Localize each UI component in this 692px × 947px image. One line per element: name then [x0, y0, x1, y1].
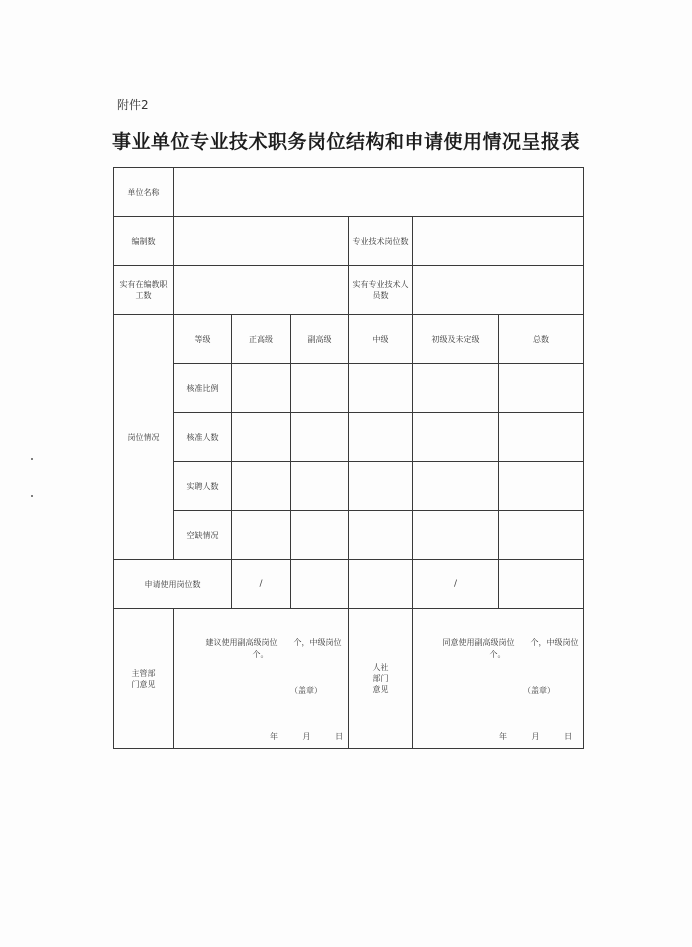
- blank-cell[interactable]: [499, 462, 584, 511]
- blank-cell[interactable]: [291, 364, 349, 413]
- blank-cell[interactable]: [232, 511, 291, 560]
- apply-junior-slash: [413, 560, 499, 609]
- blank-cell[interactable]: [413, 364, 499, 413]
- hr-label-text: 人社部门意见: [372, 663, 389, 694]
- apply-row: [114, 560, 584, 609]
- blank-cell[interactable]: [413, 413, 499, 462]
- post-header-row: [114, 315, 584, 364]
- hr-label: [349, 609, 413, 749]
- hr-opinion[interactable]: [413, 609, 595, 749]
- hr-date: [499, 731, 572, 742]
- junior-header: 初级及未定级: [413, 315, 499, 364]
- blank-cell[interactable]: [349, 511, 413, 560]
- blank-cell[interactable]: [232, 413, 291, 462]
- blank-cell[interactable]: [349, 462, 413, 511]
- staffing-count-field[interactable]: [174, 217, 349, 266]
- blank-cell[interactable]: [413, 462, 499, 511]
- slash-mark: /: [453, 579, 458, 589]
- approved-count-label: 核准人数: [174, 413, 232, 462]
- hr-opinion-text: 同意使用副高级岗位 个，中级岗位 个。: [442, 638, 595, 659]
- staffing-count-label: 编制数: [114, 217, 174, 266]
- intermediate-header: 中级: [349, 315, 413, 364]
- actual-staff-row: [114, 266, 584, 315]
- staffing-row: [114, 217, 584, 266]
- total-header: 总数: [499, 315, 584, 364]
- associate-senior-header: 副高级: [291, 315, 349, 364]
- approved-ratio-label: 核准比例: [174, 364, 232, 413]
- month-label: 月: [302, 732, 311, 741]
- blank-cell[interactable]: [291, 511, 349, 560]
- approved-ratio-row: [114, 364, 584, 413]
- day-label: 日: [335, 732, 344, 741]
- hr-stamp: （盖章）: [523, 686, 555, 695]
- attachment-label: 附件2: [117, 98, 149, 112]
- slash-mark: /: [259, 579, 263, 589]
- report-form-table: [113, 167, 595, 749]
- apply-senior-slash: [232, 560, 291, 609]
- scan-speck: [31, 495, 33, 497]
- apply-total-field[interactable]: [499, 560, 584, 609]
- blank-cell[interactable]: [232, 462, 291, 511]
- scan-speck: [31, 458, 33, 460]
- blank-cell[interactable]: [232, 364, 291, 413]
- vacancy-label: 空缺情况: [174, 511, 232, 560]
- blank-cell[interactable]: [291, 413, 349, 462]
- hired-count-row: [114, 462, 584, 511]
- tech-post-count-label: 专业技术岗位数: [349, 217, 413, 266]
- unit-name-row: [114, 168, 584, 217]
- grade-header: 等级: [174, 315, 232, 364]
- hired-count-label: 实聘人数: [174, 462, 232, 511]
- supervisor-date: [270, 731, 343, 742]
- actual-staff-label: 实有在编教职工数: [114, 266, 174, 315]
- blank-cell[interactable]: [349, 364, 413, 413]
- blank-cell[interactable]: [499, 364, 584, 413]
- supervisor-stamp: （盖章）: [290, 686, 322, 695]
- blank-cell[interactable]: [349, 413, 413, 462]
- apply-intermediate-field[interactable]: [349, 560, 413, 609]
- apply-associate-senior-field[interactable]: [291, 560, 349, 609]
- approved-count-row: [114, 413, 584, 462]
- unit-name-field[interactable]: [174, 168, 584, 217]
- post-section-label: 岗位情况: [114, 315, 174, 560]
- supervisor-opinion[interactable]: [174, 609, 358, 749]
- blank-cell[interactable]: [291, 462, 349, 511]
- actual-staff-field[interactable]: [174, 266, 349, 315]
- month-label: 月: [531, 732, 540, 741]
- blank-cell[interactable]: [499, 511, 584, 560]
- unit-name-label: 单位名称: [114, 168, 174, 217]
- year-label: 年: [499, 732, 507, 741]
- vacancy-row: [114, 511, 584, 560]
- supervisor-opinion-text: 建议使用副高级岗位 个，中级岗位 个。: [205, 638, 358, 659]
- opinion-row: [114, 609, 584, 749]
- supervisor-label: [114, 609, 174, 749]
- blank-cell[interactable]: [499, 413, 584, 462]
- supervisor-label-text: 主管部门意见: [131, 668, 156, 689]
- day-label: 日: [564, 732, 573, 741]
- senior-header: 正高级: [232, 315, 291, 364]
- year-label: 年: [270, 732, 278, 741]
- form-title: 事业单位专业技术职务岗位结构和申请使用情况呈报表: [111, 131, 580, 153]
- blank-cell[interactable]: [413, 511, 499, 560]
- actual-tech-staff-field[interactable]: [413, 266, 584, 315]
- tech-post-count-field[interactable]: [413, 217, 584, 266]
- apply-label: 申请使用岗位数: [114, 560, 232, 609]
- actual-tech-staff-label: 实有专业技术人员数: [349, 266, 413, 315]
